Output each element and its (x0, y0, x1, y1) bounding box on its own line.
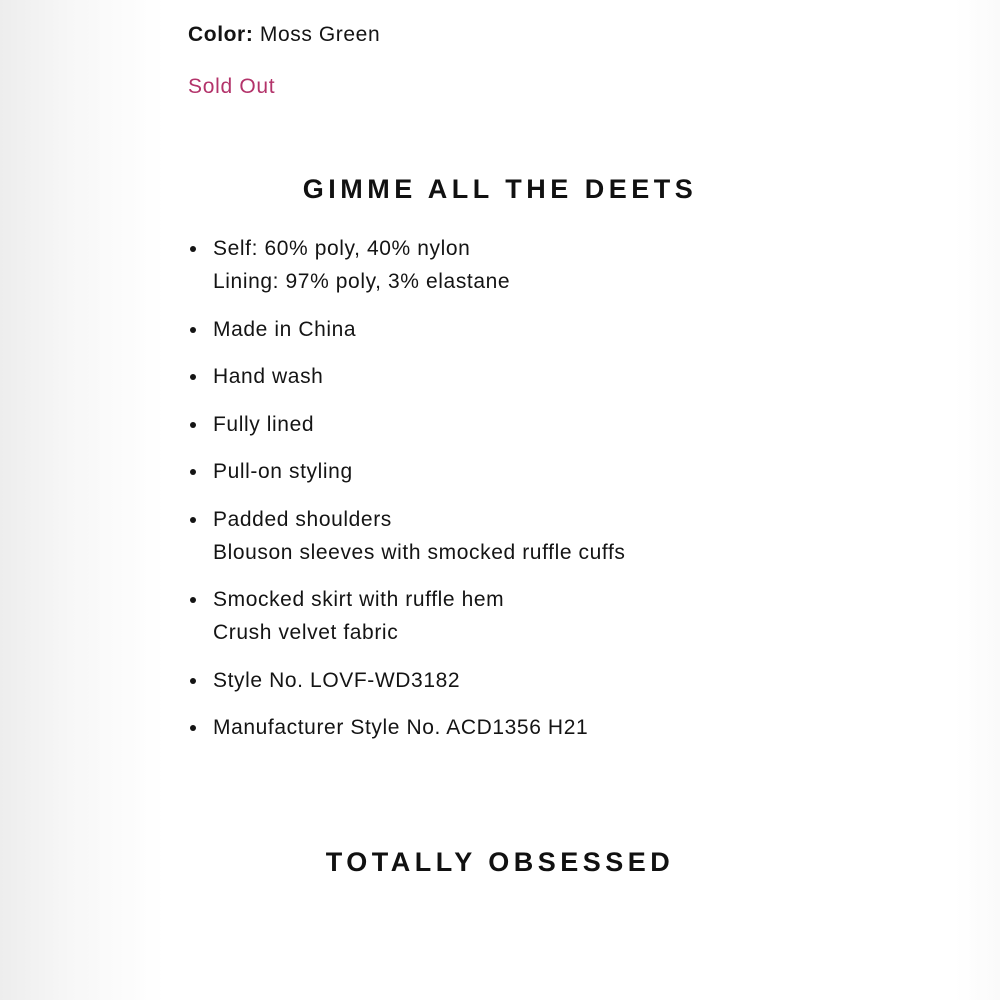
list-item (213, 455, 933, 488)
obsessed-section-title: TOTALLY OBSESSED (325, 847, 675, 877)
detail-line: Fully lined (213, 412, 315, 436)
color-info (188, 23, 380, 47)
list-item (213, 408, 933, 441)
detail-line: Hand wash (213, 365, 324, 388)
color-label: Color: (188, 23, 254, 46)
product-details-list (213, 232, 933, 759)
detail-line: Made in China (213, 317, 357, 341)
list-item (213, 503, 933, 569)
detail-line: Style No. LOVF-WD3182 (213, 668, 461, 692)
detail-line: Padded shoulders (213, 507, 392, 531)
list-item (213, 313, 933, 346)
detail-line: Lining: 97% poly, 3% elastane (213, 270, 511, 293)
list-item (213, 360, 933, 393)
list-item (213, 711, 933, 744)
details-section-title: GIMME ALL THE DEETS (302, 174, 698, 204)
list-item (213, 664, 933, 697)
detail-line: Manufacturer Style No. ACD1356 H21 (213, 716, 589, 739)
detail-line: Pull-on styling (213, 460, 353, 483)
color-value: Moss Green (259, 23, 381, 46)
list-item (213, 232, 933, 298)
detail-line: Smocked skirt with ruffle hem (213, 588, 505, 611)
detail-line: Self: 60% poly, 40% nylon (213, 237, 471, 260)
detail-line: Crush velvet fabric (213, 621, 399, 644)
sold-out-status: Sold Out (188, 75, 276, 98)
list-item (213, 583, 933, 649)
detail-line: Blouson sleeves with smocked ruffle cuffs (213, 540, 626, 564)
